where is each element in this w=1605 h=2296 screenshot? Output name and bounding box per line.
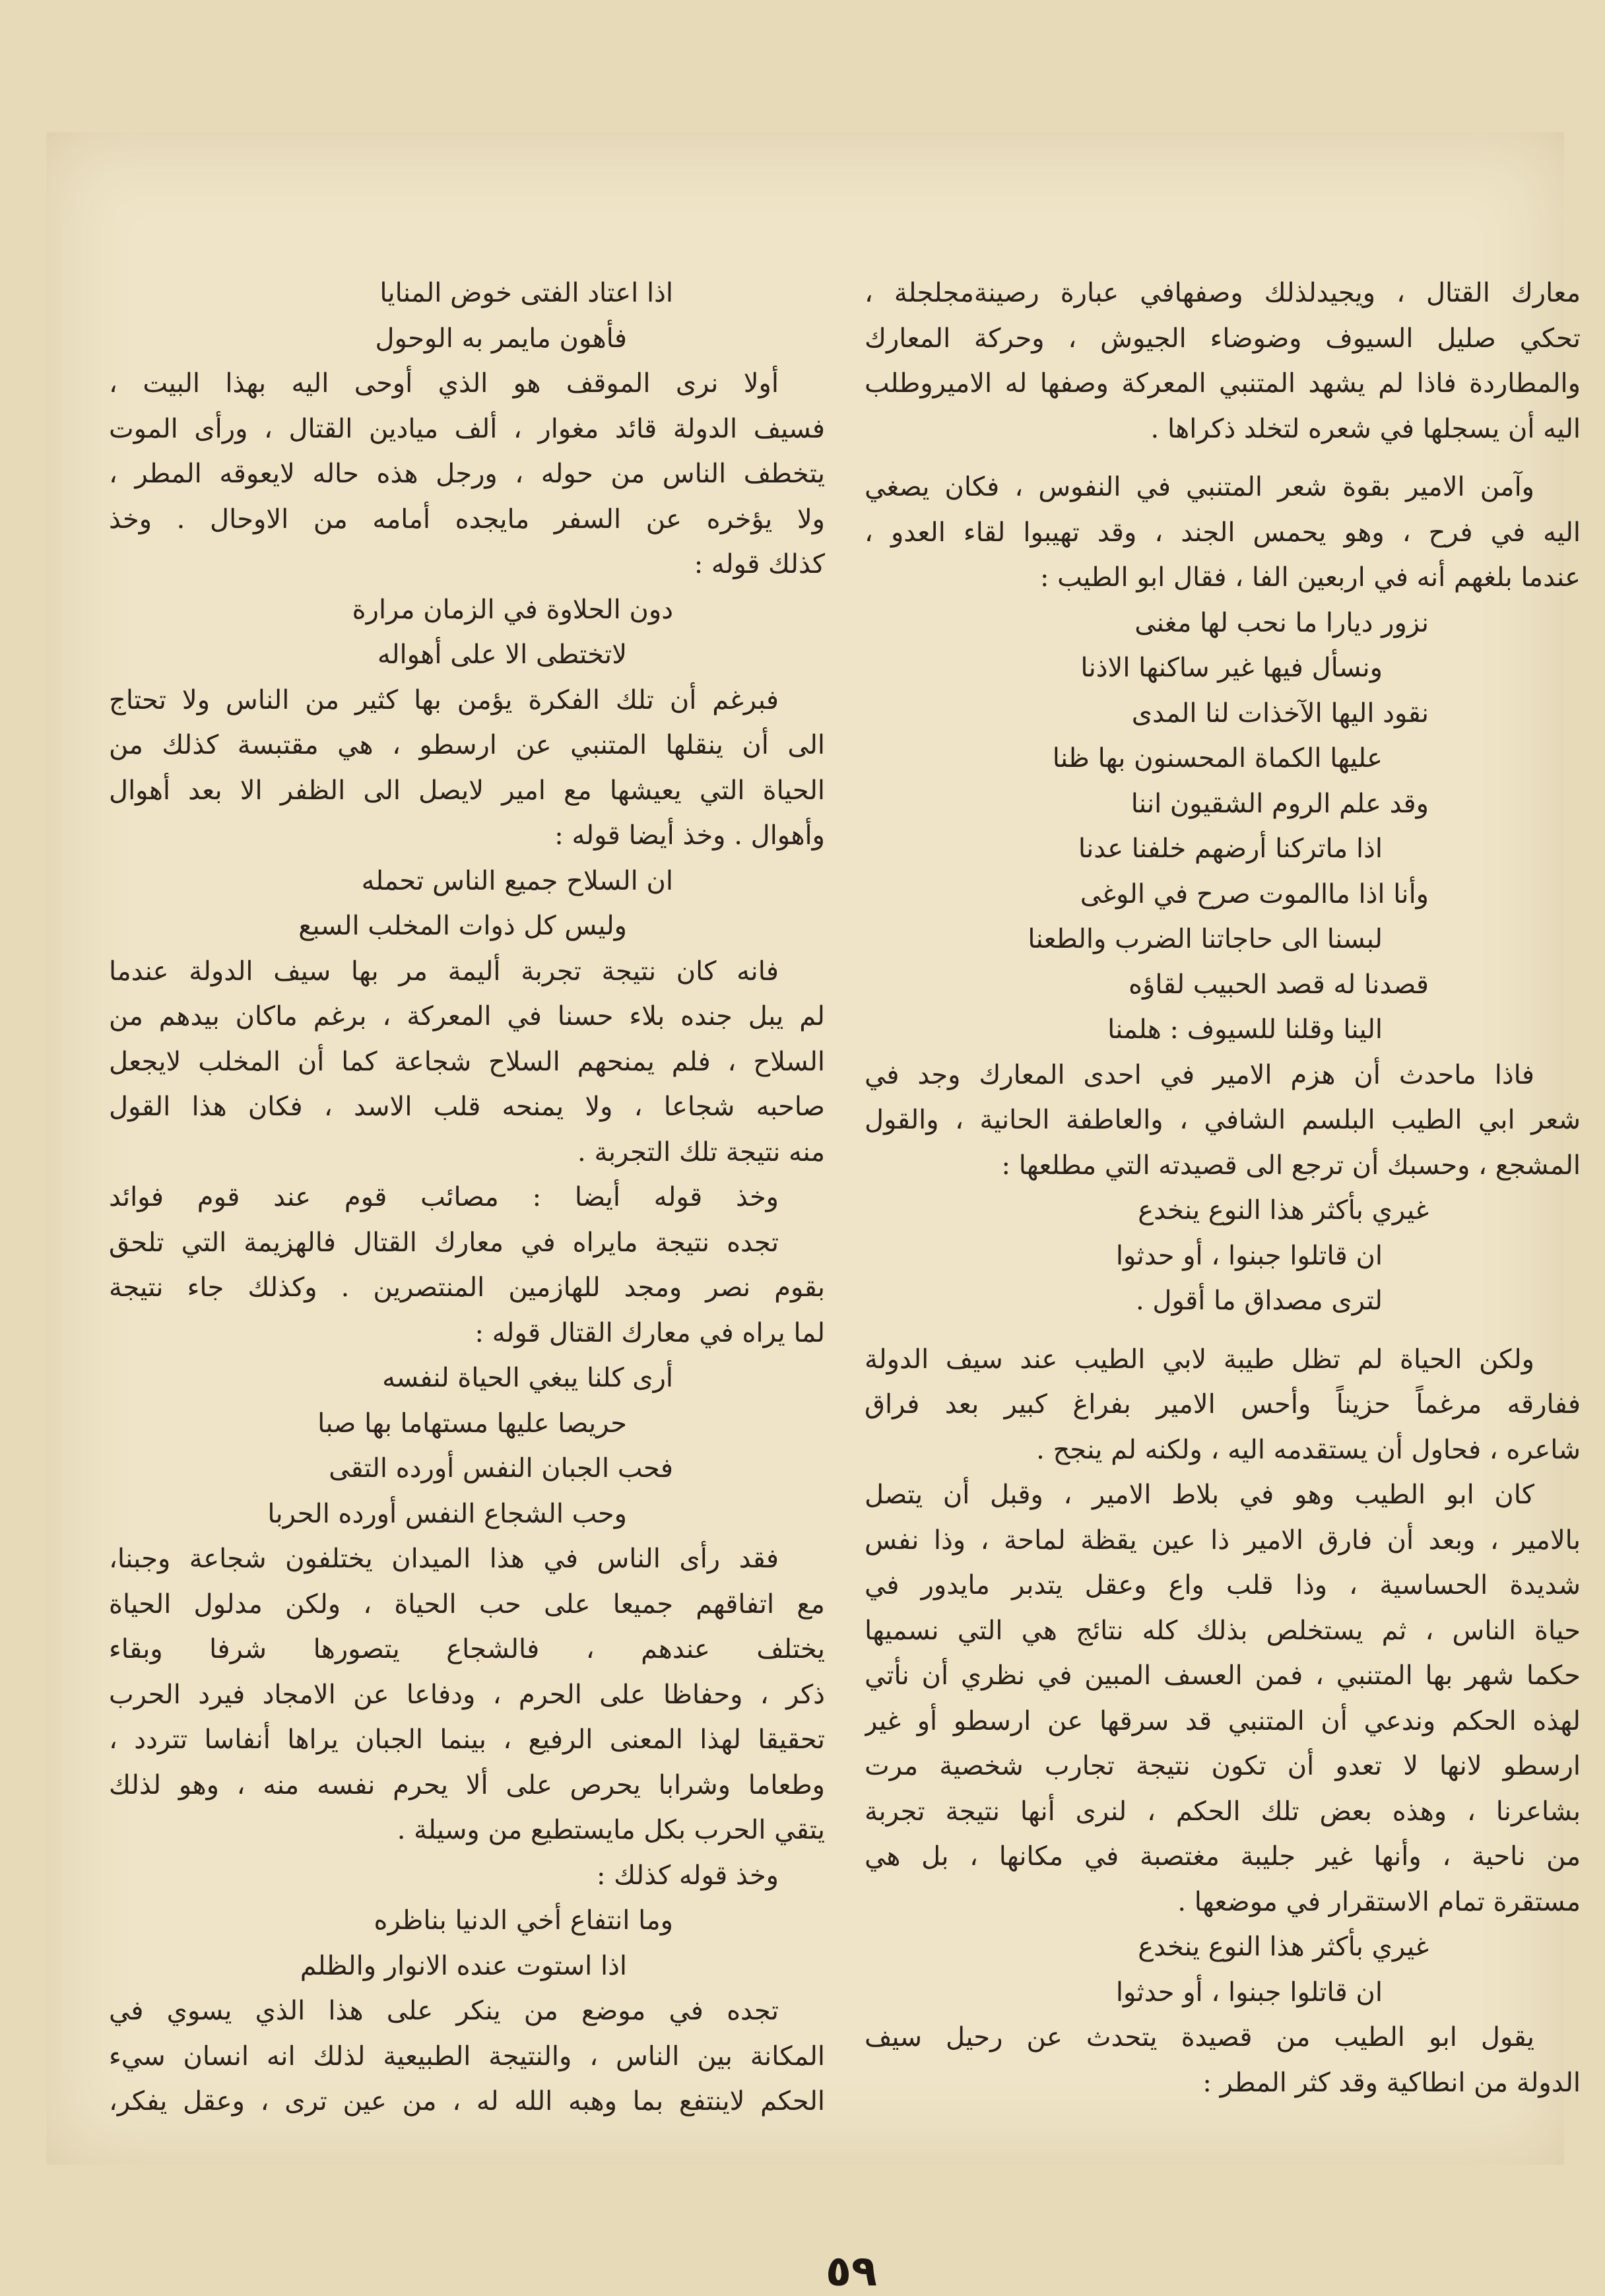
verse-line: غيري بأكثر هذا النوع ينخدع — [1138, 1932, 1429, 1962]
text-line: بشاعرنا ، وهذه بعض تلك الحكم ، لنرى أنها نتيجة تجربة — [865, 1796, 1581, 1827]
text-line: وطعاما وشرابا يحرص على ألا يحرم نفسه منه ، وهو لذلك — [109, 1769, 825, 1800]
text-line: يتخطف الناس من حوله ، ورجل هذه حاله لايعوقه المطر ، — [109, 459, 825, 489]
verse-line: وليس كل ذوات المخلب السبع — [298, 911, 627, 941]
text-line: المكانة بين الناس ، والنتيجة الطبيعية لذلك انه انسان سيء — [109, 2041, 825, 2072]
text-line: من ناحية ، وأنها غير جليبة مغتصبة في مكانها ، بل هي — [865, 1841, 1581, 1872]
text-line: ولكن الحياة لم تظل طيبة لابي الطيب عند سيف الدولة — [865, 1344, 1534, 1375]
verse-line: ان قاتلوا جبنوا ، أو حدثوا — [1115, 1977, 1383, 2008]
verse-line: دون الحلاوة في الزمان مرارة — [352, 594, 673, 625]
text-line: شعر ابي الطيب البلسم الشافي ، والعاطفة الحانية ، والقول — [865, 1105, 1581, 1135]
text-line: الدولة من انطاكية وقد كثر المطر : — [1202, 2067, 1581, 2098]
verse-line: لاتختطى الا على أهواله — [377, 640, 627, 670]
verse-line: قصدنا له قصد الحبيب لقاؤه — [1129, 969, 1429, 1000]
text-line: وخذ قوله كذلك : — [596, 1860, 779, 1891]
verse-line: اذا اعتاد الفتى خوض المنايا — [379, 278, 673, 308]
text-line: يختلف عندهم ، فالشجاع يتصورها شرفا وبقاء — [109, 1634, 825, 1664]
text-line: الحياة التي يعيشها مع امير لايصل الى الظفر الا بعد أهوال — [109, 775, 825, 806]
text-line: لم يبل جنده بلاء حسنا في المعركة ، برغم ماكان بيدهم من — [109, 1001, 825, 1032]
text-line: تحقيقا لهذا المعنى الرفيع ، بينما الجبان يراها أنفاسا تتردد ، — [109, 1724, 825, 1755]
text-line: وأهوال . وخذ أيضا قوله : — [554, 820, 825, 851]
text-line: فاذا ماحدث أن هزم الامير في احدى المعارك وجد في — [865, 1059, 1534, 1090]
text-line: فبرغم أن تلك الفكرة يؤمن بها كثير من الناس ولا تحتاج — [109, 684, 779, 715]
verse-line: الينا وقلنا للسيوف : هلمنا — [1107, 1014, 1383, 1045]
text-line: الحكم لاينتفع بما وهبه الله له ، من عين ترى ، وعقل يفكر، — [109, 2086, 825, 2116]
verse-line: عليها الكماة المحسنون بها ظنا — [1052, 743, 1383, 773]
text-line: لهذه الحكم وندعي أن المتنبي قد سرقها عن ارسطو أو غير — [865, 1705, 1581, 1736]
text-line: تحكي صليل السيوف وضوضاء الجيوش ، وحركة المعارك — [865, 323, 1581, 354]
text-line: ففارقه مرغماً حزيناً وأحس الامير بفراغ كبير بعد فراق — [865, 1389, 1581, 1420]
verse-line: فأهون مايمر به الوحول — [375, 323, 627, 354]
text-line: عندما بلغهم أنه في اربعين الفا ، فقال ابو الطيب : — [1039, 562, 1581, 593]
text-line: يتقي الحرب بكل مايستطيع من وسيلة . — [397, 1815, 825, 1845]
text-line: اليه أن يسجلها في شعره لتخلد ذكراها . — [1150, 413, 1581, 444]
page-number: ٥٩ — [825, 2247, 878, 2296]
verse-line: لترى مصداق ما أقول . — [1135, 1286, 1383, 1316]
verse-line: ان قاتلوا جبنوا ، أو حدثوا — [1115, 1240, 1383, 1271]
text-line: حكما شهر بها المتنبي ، فمن العسف المبين في نظري أن نأتي — [865, 1660, 1581, 1691]
text-line: المشجع ، وحسبك أن ترجع الى قصيدته التي مطلعها : — [1001, 1150, 1581, 1181]
text-line: مع اتفاقهم جميعا على حب الحياة ، ولكن مدلول الحياة — [109, 1589, 825, 1620]
text-line: كذلك قوله : — [694, 549, 825, 579]
left-text-column — [109, 271, 825, 2184]
text-line: لما يراه في معارك القتال قوله : — [475, 1317, 825, 1348]
verse-line: وأنا اذا ماالموت صرح في الوغى — [1080, 878, 1429, 909]
right-text-column — [865, 271, 1581, 2184]
text-line: شديدة الحساسية ، وذا قلب واع وعقل يتدبر مايدور في — [865, 1570, 1581, 1600]
verse-line: ان السلاح جميع الناس تحمله — [361, 865, 673, 896]
text-line: اليه في فرح ، وهو يحمس الجند ، وقد تهيبوا لقاء العدو ، — [865, 517, 1581, 548]
text-line: يقول ابو الطيب من قصيدة يتحدث عن رحيل سيف — [865, 2022, 1534, 2052]
verse-line: ونسأل فيها غير ساكنها الاذنا — [1080, 653, 1383, 683]
verse-line: اذا استوت عنده الانوار والظلم — [300, 1950, 627, 1981]
text-line: وخذ قوله أيضا : مصائب قوم عند قوم فوائد — [109, 1182, 779, 1212]
text-line: تجده في موضع من ينكر على هذا الذي يسوي في — [109, 1996, 779, 2026]
text-line: وآمن الامير بقوة شعر المتنبي في النفوس ، فكان يصغي — [865, 472, 1534, 502]
text-line: شاعره ، فحاول أن يستقدمه اليه ، ولكنه لم ينجح . — [1036, 1434, 1581, 1465]
verse-line: اذا ماتركنا أرضهم خلفنا عدنا — [1078, 834, 1383, 864]
text-line: ارسطو لانها لا تعدو أن تكون نتيجة تجارب شخصية مرت — [865, 1751, 1581, 1781]
verse-line: فحب الجبان النفس أورده التقى — [329, 1453, 673, 1484]
verse-line: لبسنا الى حاجاتنا الضرب والطعنا — [1028, 924, 1383, 954]
text-line: والمطاردة فاذا لم يشهد المتنبي المعركة وصفها له الاميروطلب — [865, 368, 1581, 399]
text-line: ذكر ، وحفاظا على الحرم ، ودفاعا عن الامجاد فيرد الحرب — [109, 1679, 825, 1710]
text-line: الى أن ينقلها المتنبي عن ارسطو ، هي مقتبسة كذلك من — [109, 730, 825, 760]
text-line: مستقرة تمام الاستقرار في موضعها . — [1177, 1886, 1581, 1917]
text-line: ولا يؤخره عن السفر مايجده أمامه من الاوحال . وخذ — [109, 504, 825, 535]
text-line: فقد رأى الناس في هذا الميدان يختلفون شجاعة وجبنا، — [109, 1544, 779, 1574]
text-line: فانه كان نتيجة تجربة أليمة مر بها سيف الدولة عندما — [109, 956, 779, 987]
verse-line: وحب الشجاع النفس أورده الحربا — [267, 1498, 627, 1529]
verse-line: حريصا عليها مستهاما بها صبا — [317, 1408, 627, 1439]
verse-line: وقد علم الروم الشقيون اننا — [1130, 788, 1429, 819]
verse-line: نقود اليها الآخذات لنا المدى — [1131, 698, 1429, 729]
scanned-page — [46, 132, 1581, 2296]
text-line: السلاح ، فلم يمنحهم السلاح شجاعة كما أن المخلب لايجعل — [109, 1046, 825, 1077]
text-line: بقوم نصر ومجد للهازمين المنتصرين . وكذلك جاء نتيجة — [109, 1272, 825, 1303]
text-line: صاحبه شجاعا ، ولا يمنحه قلب الاسد ، فكان هذا القول — [109, 1092, 825, 1122]
verse-line: غيري بأكثر هذا النوع ينخدع — [1138, 1195, 1429, 1226]
text-line: تجده نتيجة مايراه في معارك القتال فالهزيمة التي تلحق — [109, 1227, 779, 1258]
verse-line: أرى كلنا يبغي الحياة لنفسه — [382, 1363, 673, 1393]
text-line: حياة الناس ، ثم يستخلص بذلك كله نتائج هي التي نسميها — [865, 1615, 1581, 1646]
text-line: منه نتيجة تلك التجربة . — [577, 1136, 825, 1167]
text-line: معارك القتال ، ويجيدلذلك وصفهافي عبارة رصينةمجلجلة ، — [865, 278, 1581, 308]
text-line: أولا نرى الموقف هو الذي أوحى اليه بهذا البيت ، — [109, 368, 779, 399]
text-line: كان ابو الطيب وهو في بلاط الامير ، وقبل أن يتصل — [865, 1480, 1534, 1510]
text-line: بالامير ، وبعد أن فارق الامير ذا عين يقظة لماحة ، وذا نفس — [865, 1525, 1581, 1556]
text-line: فسيف الدولة قائد مغوار ، ألف ميادين القتال ، ورأى الموت — [109, 413, 825, 444]
verse-line: وما انتفاع أخي الدنيا بناظره — [374, 1905, 673, 1936]
verse-line: نزور ديارا ما نحب لها مغنى — [1134, 607, 1429, 638]
